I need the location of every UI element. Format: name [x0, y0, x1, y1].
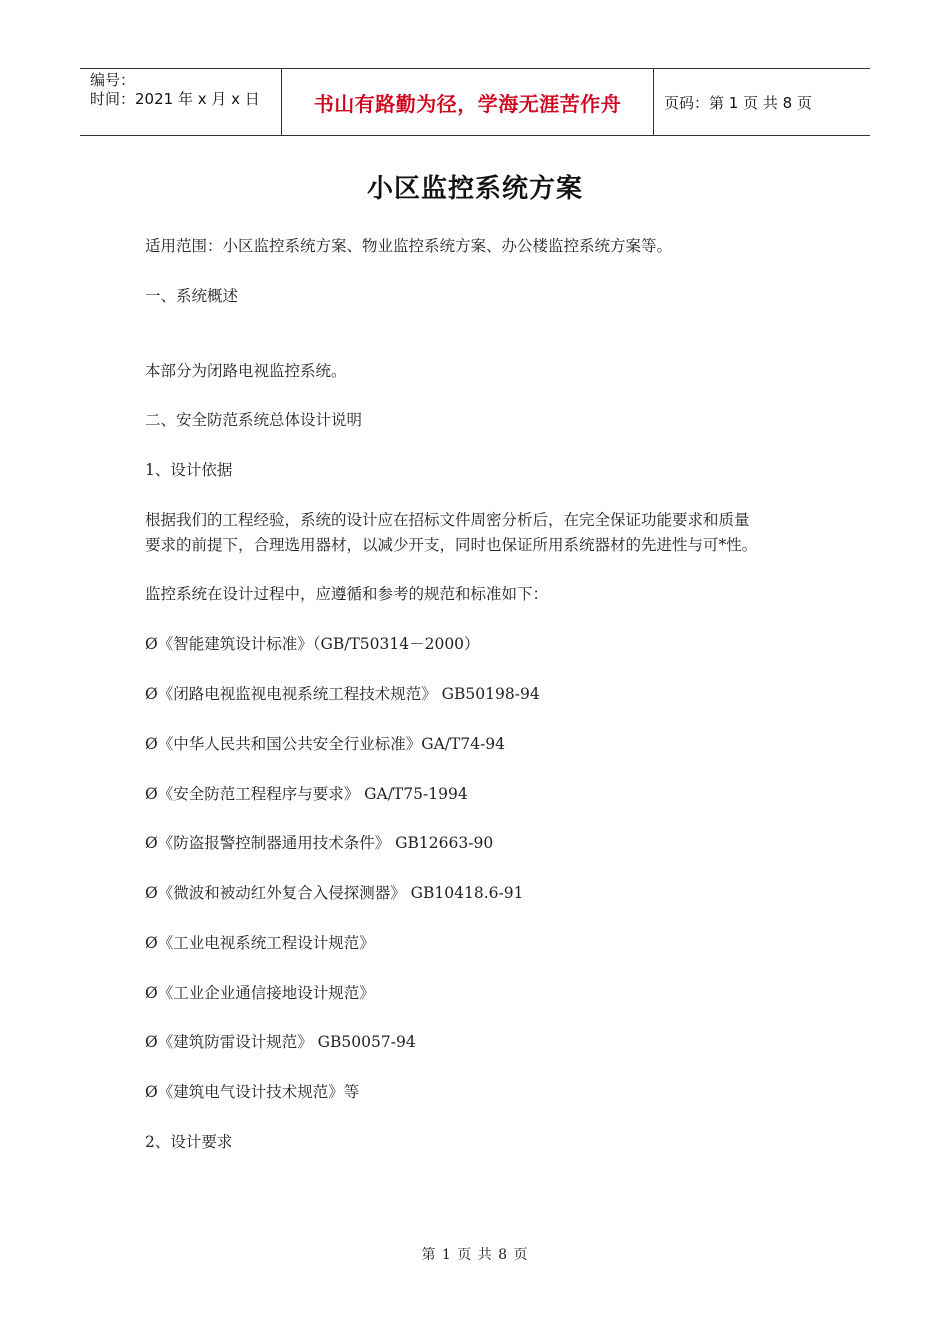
document-time-label: 时间：2021 年 x 月 x 日	[90, 90, 260, 108]
standard-item: Ø《建筑防雷设计规范》 GB50057-94	[145, 1033, 416, 1051]
basis-paragraph-line-1: 根据我们的工程经验，系统的设计应在招标文件周密分析后，在完全保证功能要求和质量	[145, 511, 750, 529]
header-motto: 书山有路勤为径，学海无涯苦作舟	[282, 69, 654, 135]
section-heading-design: 二、安全防范系统总体设计说明	[145, 411, 363, 429]
standards-intro: 监控系统在设计过程中，应遵循和参考的规范和标准如下：	[145, 585, 549, 603]
standard-item: Ø《安全防范工程程序与要求》 GA/T75-1994	[145, 785, 468, 803]
overview-paragraph: 本部分为闭路电视监控系统。	[145, 362, 347, 380]
scope-paragraph: 适用范围：小区监控系统方案、物业监控系统方案、办公楼监控系统方案等。	[145, 237, 673, 255]
header-meta	[80, 69, 282, 135]
document-title: 小区监控系统方案	[366, 174, 583, 204]
standard-item: Ø《智能建筑设计标准》（GB/T50314－2000）	[145, 635, 480, 653]
section-heading-overview: 一、系统概述	[145, 287, 239, 305]
standard-item: Ø《建筑电气设计技术规范》等	[145, 1083, 360, 1101]
document-header	[80, 68, 870, 136]
standard-item: Ø《微波和被动红外复合入侵探测器》 GB10418.6-91	[145, 884, 524, 902]
header-page-info: 页码：第 1 页 共 8 页	[664, 93, 812, 112]
standard-item: Ø《工业电视系统工程设计规范》	[145, 934, 375, 952]
standard-item: Ø《中华人民共和国公共安全行业标准》GA/T74-94	[145, 735, 506, 753]
document-number-label: 编号：	[90, 71, 136, 89]
standard-item: Ø《闭路电视监视电视系统工程技术规范》 GB50198-94	[145, 685, 540, 703]
standard-item: Ø《工业企业通信接地设计规范》	[145, 984, 375, 1002]
subsection-heading-requirements: 2、设计要求	[145, 1133, 233, 1151]
page-footer: 第 1 页 共 8 页	[421, 1247, 529, 1263]
basis-paragraph-line-2: 要求的前提下，合理选用器材，以减少开支，同时也保证所用系统器材的先进性与可*性。	[145, 536, 758, 554]
standard-item: Ø《防盗报警控制器通用技术条件》 GB12663-90	[145, 834, 494, 852]
subsection-heading-basis: 1、设计依据	[145, 461, 233, 479]
